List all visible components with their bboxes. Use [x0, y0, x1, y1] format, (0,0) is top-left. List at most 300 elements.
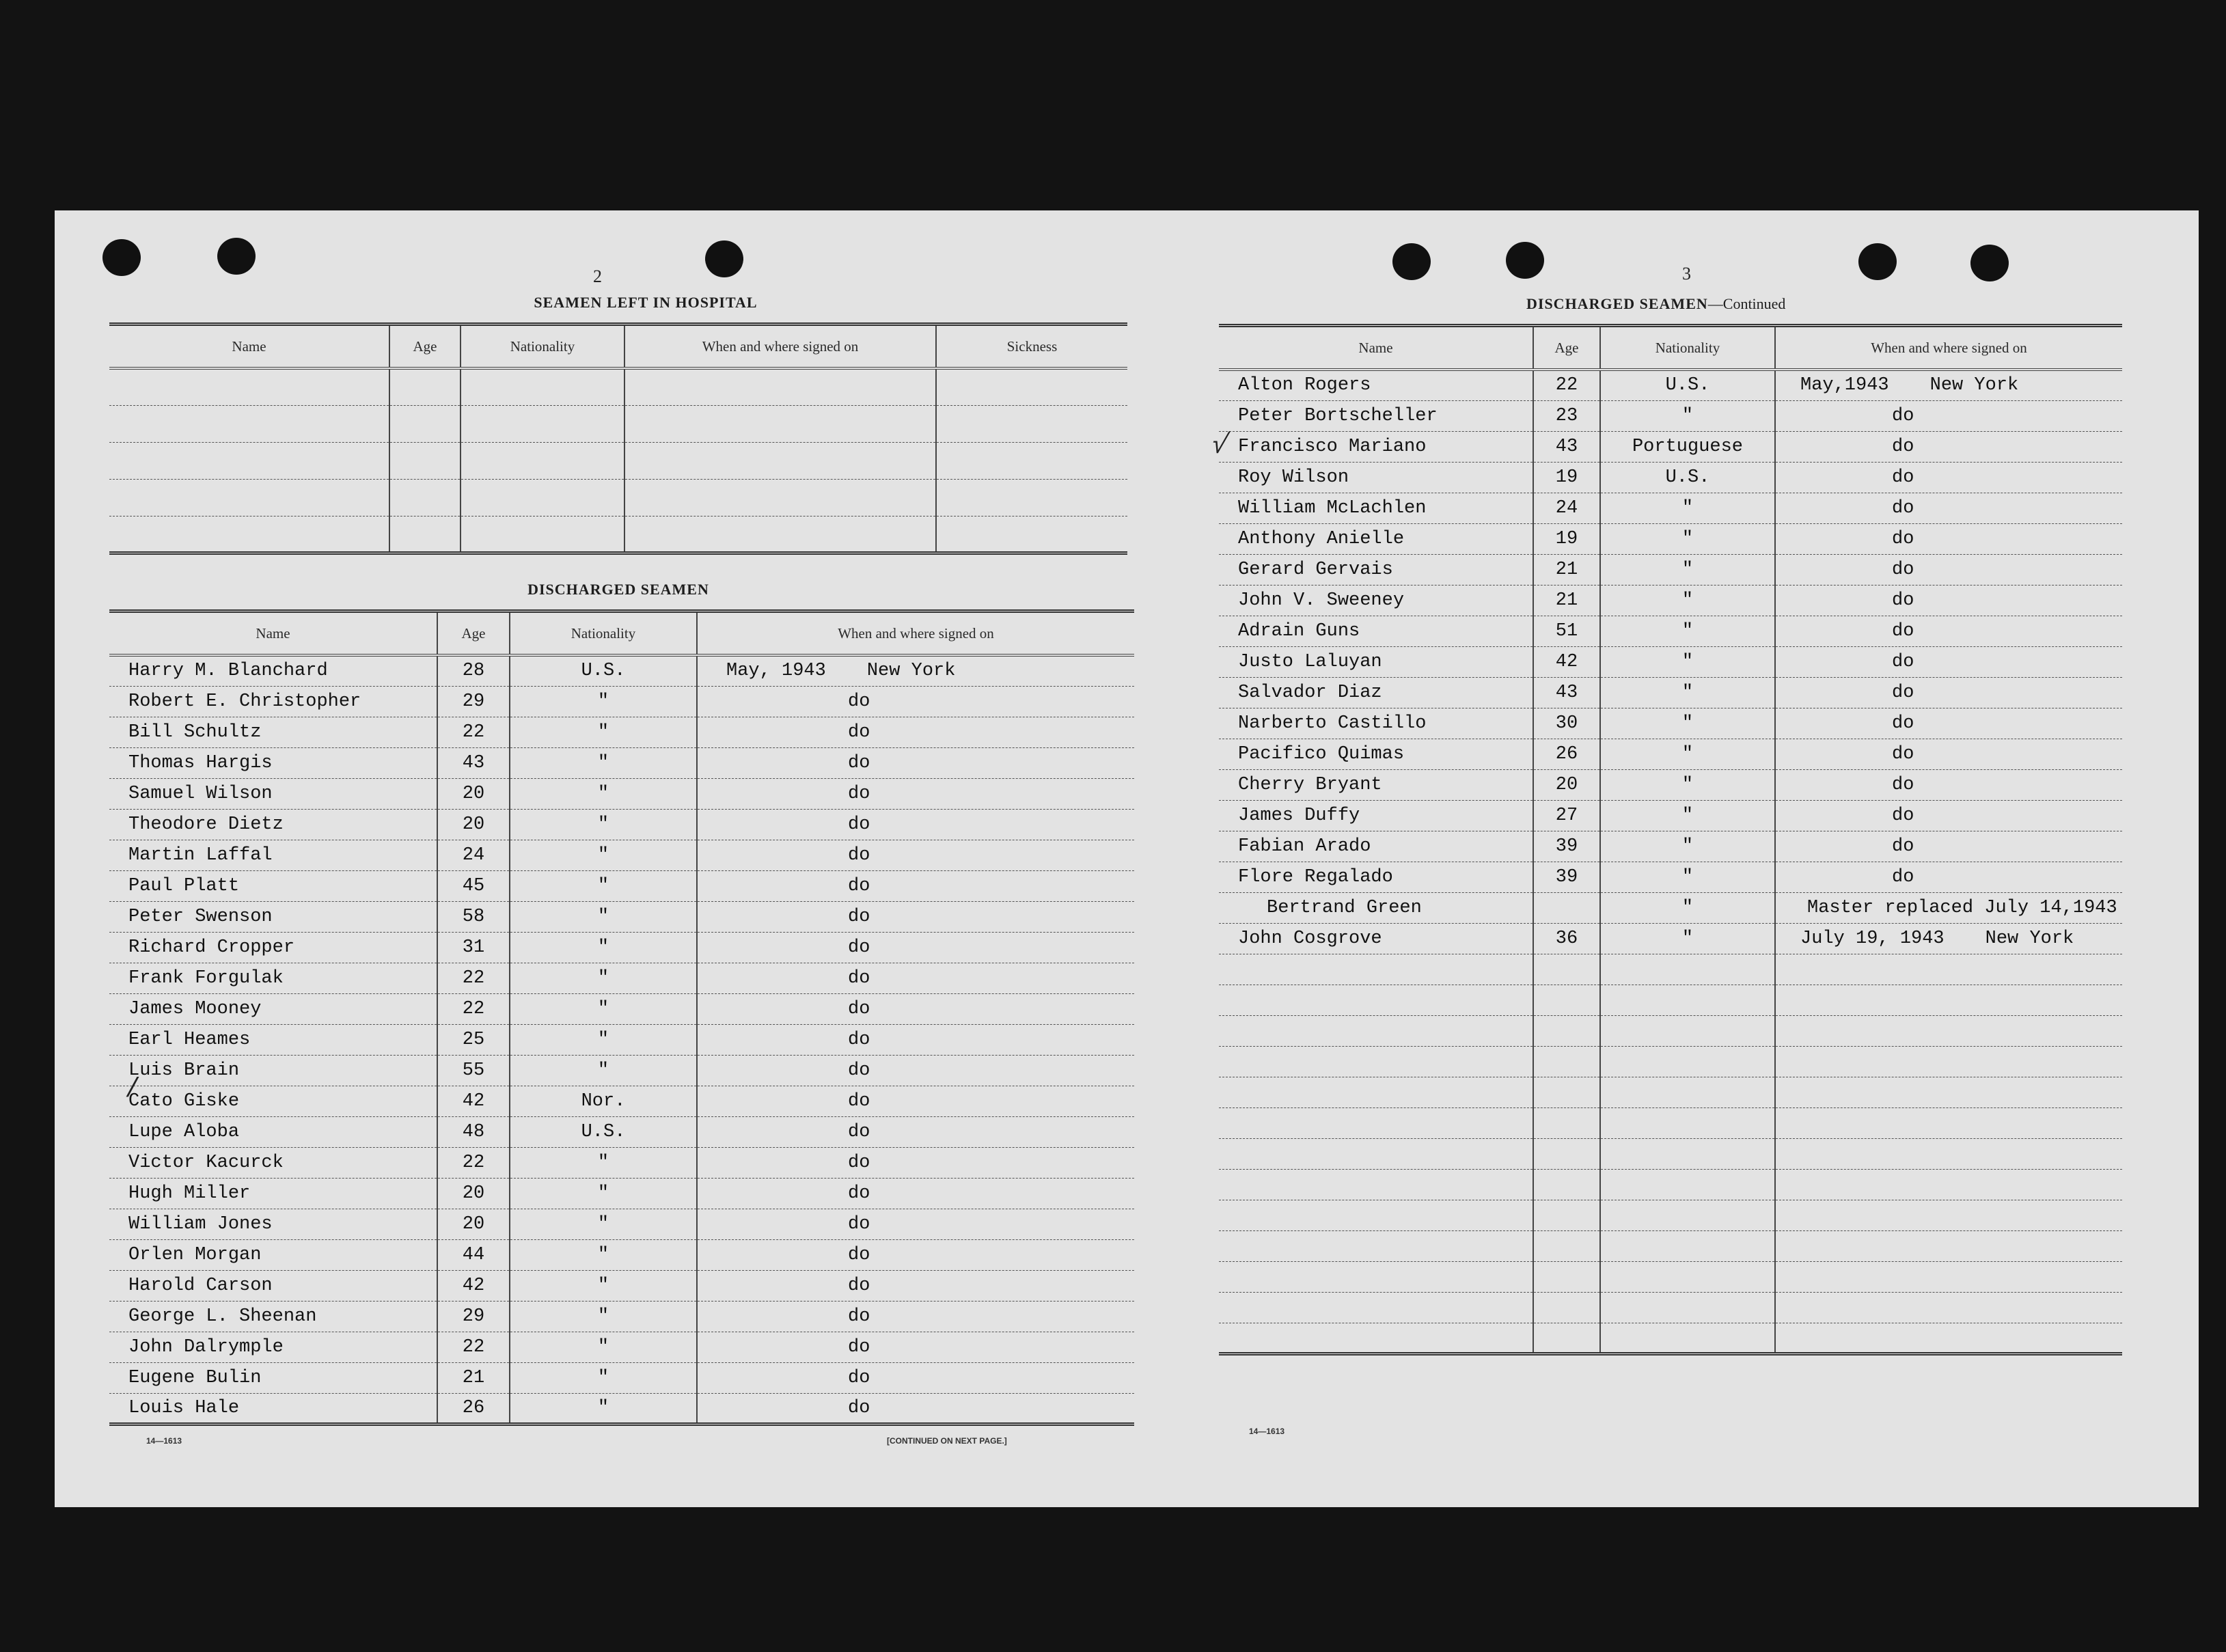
seaman-nationality: " — [1600, 800, 1775, 831]
hospital-table — [109, 322, 1127, 555]
empty-cell — [1600, 1200, 1775, 1230]
column-header-name: Name — [109, 325, 389, 369]
empty-cell — [624, 368, 936, 405]
punch-hole — [1392, 243, 1431, 280]
seaman-age: 23 — [1533, 400, 1600, 431]
seaman-nationality: Portuguese — [1600, 431, 1775, 462]
signed-on-cell — [697, 901, 1134, 932]
seaman-nationality: " — [1600, 523, 1775, 554]
column-header-nationality: Nationality — [461, 325, 624, 369]
seaman-age: 51 — [1533, 616, 1600, 646]
signed-on-cell — [697, 1116, 1134, 1147]
signed-on-date: do — [1892, 774, 1914, 795]
empty-cell — [109, 442, 389, 479]
seaman-age: 55 — [437, 1055, 510, 1086]
seaman-age: 20 — [437, 809, 510, 840]
table-row — [1219, 1261, 2122, 1292]
seaman-nationality: " — [510, 963, 697, 993]
seaman-name: Salvador Diaz — [1219, 677, 1533, 708]
signed-on-cell — [697, 932, 1134, 963]
seaman-nationality: " — [510, 1055, 697, 1086]
table-row — [109, 1393, 1134, 1424]
signed-on-cell — [697, 1301, 1134, 1332]
table-row — [1219, 585, 2122, 616]
table-row — [109, 1362, 1134, 1393]
table-row — [109, 1024, 1134, 1055]
signed-on-cell — [1775, 892, 2122, 923]
seaman-age: 39 — [1533, 831, 1600, 862]
empty-cell — [1775, 1107, 2122, 1138]
signed-on-date: do — [848, 1121, 870, 1142]
empty-cell — [109, 516, 389, 553]
seaman-name: Thomas Hargis — [109, 747, 437, 778]
empty-cell — [936, 368, 1127, 405]
seaman-age: 42 — [1533, 646, 1600, 677]
seaman-age: 43 — [437, 747, 510, 778]
table-row — [109, 809, 1134, 840]
signed-on-date: do — [848, 691, 870, 712]
seaman-age: 42 — [437, 1270, 510, 1301]
punch-hole — [217, 238, 256, 275]
seaman-name: Pacifico Quimas — [1219, 739, 1533, 769]
seaman-name: Frank Forgulak — [109, 963, 437, 993]
table-row — [1219, 1169, 2122, 1200]
signed-on-date: do — [848, 937, 870, 958]
table-row — [1219, 954, 2122, 985]
seaman-name: Richard Cropper — [109, 932, 437, 963]
signed-on-date: do — [1892, 436, 1914, 457]
table-row — [1219, 493, 2122, 523]
seaman-nationality: " — [510, 1239, 697, 1270]
seaman-name: Flore Regalado — [1219, 862, 1533, 892]
empty-cell — [1600, 1015, 1775, 1046]
seaman-name: Samuel Wilson — [109, 778, 437, 809]
empty-cell — [1533, 1077, 1600, 1107]
empty-cell — [1533, 985, 1600, 1015]
seaman-name: Cato Giske — [109, 1086, 437, 1116]
empty-cell — [461, 405, 624, 442]
signed-on-cell — [697, 1024, 1134, 1055]
seaman-name: Theodore Dietz — [109, 809, 437, 840]
seaman-nationality: " — [510, 778, 697, 809]
seaman-name: Gerard Gervais — [1219, 554, 1533, 585]
seaman-age: 22 — [437, 1332, 510, 1362]
seaman-name: Peter Bortscheller — [1219, 400, 1533, 431]
signed-on-date: May,1943 — [1800, 375, 1889, 396]
empty-cell — [1219, 1292, 1533, 1323]
column-header-name: Name — [1219, 326, 1533, 370]
signed-on-cell — [1775, 431, 2122, 462]
seaman-nationality: " — [510, 901, 697, 932]
empty-cell — [1600, 1169, 1775, 1200]
table-row — [109, 1239, 1134, 1270]
seaman-nationality: " — [1600, 493, 1775, 523]
table-row — [109, 368, 1127, 405]
seaman-nationality: " — [510, 1362, 697, 1393]
seaman-name: John V. Sweeney — [1219, 585, 1533, 616]
column-header-when-where: When and where signed on — [1775, 326, 2122, 370]
seaman-age: 26 — [437, 1393, 510, 1424]
seaman-name: Bill Schultz — [109, 717, 437, 747]
table-row — [1219, 1077, 2122, 1107]
table-row — [109, 479, 1127, 516]
signed-on-date: do — [848, 1090, 870, 1112]
seaman-age: 43 — [1533, 677, 1600, 708]
seaman-age: 26 — [1533, 739, 1600, 769]
empty-cell — [1775, 985, 2122, 1015]
empty-cell — [1775, 1138, 2122, 1169]
signed-on-date: do — [1892, 497, 1914, 519]
signed-on-cell — [1775, 831, 2122, 862]
seaman-nationality: U.S. — [1600, 370, 1775, 400]
seaman-age: 22 — [1533, 370, 1600, 400]
signed-on-date: do — [848, 1336, 870, 1358]
empty-cell — [1219, 1200, 1533, 1230]
signed-on-cell — [1775, 400, 2122, 431]
table-row — [1219, 370, 2122, 400]
empty-cell — [936, 442, 1127, 479]
signed-on-date: May, 1943 — [726, 661, 826, 682]
table-row — [1219, 677, 2122, 708]
empty-cell — [461, 442, 624, 479]
signed-on-cell — [1775, 800, 2122, 831]
seaman-nationality: " — [510, 932, 697, 963]
seaman-nationality: " — [1600, 739, 1775, 769]
empty-cell — [1219, 985, 1533, 1015]
table-row — [109, 932, 1134, 963]
empty-cell — [461, 368, 624, 405]
signed-on-date: do — [848, 1306, 870, 1327]
seaman-age: 39 — [1533, 862, 1600, 892]
seaman-nationality: " — [510, 1332, 697, 1362]
table-row — [1219, 1138, 2122, 1169]
empty-cell — [1775, 1292, 2122, 1323]
table-row — [1219, 892, 2122, 923]
signed-on-date: do — [1892, 866, 1914, 887]
seaman-nationality: " — [510, 1270, 697, 1301]
seaman-name: Roy Wilson — [1219, 462, 1533, 493]
seaman-name: Bertrand Green — [1219, 892, 1533, 923]
empty-cell — [1600, 1138, 1775, 1169]
signed-on-cell — [1775, 708, 2122, 739]
signed-on-cell — [1775, 554, 2122, 585]
table-row — [1219, 831, 2122, 862]
seaman-age: 20 — [1533, 769, 1600, 800]
seaman-nationality: " — [510, 809, 697, 840]
column-header-age: Age — [1533, 326, 1600, 370]
signed-on-cell — [697, 993, 1134, 1024]
seaman-nationality: " — [1600, 769, 1775, 800]
signed-on-cell — [697, 747, 1134, 778]
column-header-name: Name — [109, 611, 437, 656]
seaman-nationality: U.S. — [510, 1116, 697, 1147]
empty-cell — [1775, 1200, 2122, 1230]
empty-cell — [109, 368, 389, 405]
table-row — [1219, 1107, 2122, 1138]
signed-on-cell — [1775, 462, 2122, 493]
table-row — [1219, 769, 2122, 800]
table-row — [1219, 862, 2122, 892]
seaman-age: 21 — [437, 1362, 510, 1393]
seaman-nationality: " — [1600, 923, 1775, 954]
seaman-nationality: " — [510, 993, 697, 1024]
signed-on-cell — [1775, 493, 2122, 523]
table-row — [109, 1116, 1134, 1147]
seaman-nationality: " — [510, 747, 697, 778]
signed-on-cell — [1775, 370, 2122, 400]
empty-cell — [936, 405, 1127, 442]
table-row — [109, 870, 1134, 901]
seaman-age: 25 — [437, 1024, 510, 1055]
signed-on-cell — [697, 963, 1134, 993]
punch-hole — [102, 239, 141, 276]
table-row — [109, 901, 1134, 932]
seaman-nationality: " — [510, 1178, 697, 1209]
column-header-age: Age — [389, 325, 461, 369]
column-header-nationality: Nationality — [1600, 326, 1775, 370]
signed-on-date: do — [1892, 405, 1914, 426]
empty-cell — [624, 479, 936, 516]
signed-on-cell — [697, 1086, 1134, 1116]
seaman-name: Robert E. Christopher — [109, 686, 437, 717]
signed-on-date: do — [848, 1275, 870, 1296]
column-header-when-where: When and where signed on — [624, 325, 936, 369]
signed-on-date: do — [1892, 682, 1914, 703]
empty-cell — [1533, 1200, 1600, 1230]
form-number-left: 14—1613 — [146, 1436, 182, 1446]
hospital-section-title: SEAMEN LEFT IN HOSPITAL — [534, 294, 758, 311]
check-mark: √ — [1208, 429, 1231, 459]
page-number-right: 3 — [1682, 264, 1691, 284]
punch-hole — [1858, 243, 1897, 280]
empty-cell — [1600, 1261, 1775, 1292]
table-row — [1219, 462, 2122, 493]
empty-cell — [1533, 1138, 1600, 1169]
signed-on-date: Master replaced July 14,1943 — [1807, 897, 2117, 918]
seaman-nationality: " — [510, 840, 697, 870]
table-row — [1219, 1015, 2122, 1046]
table-row — [109, 1178, 1134, 1209]
signed-on-date: do — [848, 1183, 870, 1204]
empty-cell — [389, 479, 461, 516]
signed-on-place: New York — [1985, 928, 2074, 949]
empty-cell — [1219, 1230, 1533, 1261]
continued-section-title — [1216, 295, 2226, 313]
seaman-name: Anthony Anielle — [1219, 523, 1533, 554]
seaman-age: 36 — [1533, 923, 1600, 954]
table-row — [109, 1147, 1134, 1178]
seaman-age: 19 — [1533, 523, 1600, 554]
seaman-age — [1533, 892, 1600, 923]
seaman-age: 29 — [437, 686, 510, 717]
signed-on-cell — [1775, 769, 2122, 800]
seaman-nationality: " — [510, 1024, 697, 1055]
column-header-nationality: Nationality — [510, 611, 697, 656]
seaman-age: 22 — [437, 717, 510, 747]
empty-cell — [109, 405, 389, 442]
signed-on-date: do — [848, 998, 870, 1019]
seaman-nationality: U.S. — [510, 655, 697, 686]
empty-cell — [1533, 1261, 1600, 1292]
table-row — [109, 1086, 1134, 1116]
seaman-age: 42 — [437, 1086, 510, 1116]
signed-on-date: do — [848, 721, 870, 743]
table-row — [1219, 1200, 2122, 1230]
seaman-name: James Mooney — [109, 993, 437, 1024]
empty-cell — [624, 442, 936, 479]
seaman-age: 44 — [437, 1239, 510, 1270]
table-row — [109, 778, 1134, 809]
empty-cell — [1219, 954, 1533, 985]
signed-on-place: New York — [866, 661, 956, 682]
table-row — [109, 405, 1127, 442]
seaman-nationality: " — [1600, 862, 1775, 892]
seaman-age: 24 — [437, 840, 510, 870]
empty-cell — [1533, 1292, 1600, 1323]
signed-on-date: do — [1892, 713, 1914, 734]
signed-on-date: do — [1892, 620, 1914, 642]
table-row — [1219, 1230, 2122, 1261]
seaman-name: Harry M. Blanchard — [109, 655, 437, 686]
empty-cell — [1775, 954, 2122, 985]
seaman-age: 20 — [437, 778, 510, 809]
empty-cell — [1775, 1230, 2122, 1261]
empty-cell — [1533, 1015, 1600, 1046]
signed-on-cell — [697, 1147, 1134, 1178]
signed-on-date: do — [848, 1152, 870, 1173]
seaman-nationality: " — [510, 1393, 697, 1424]
signed-on-date: do — [1892, 559, 1914, 580]
table-row — [109, 963, 1134, 993]
signed-on-date: do — [848, 967, 870, 989]
seaman-age: 48 — [437, 1116, 510, 1147]
empty-cell — [1775, 1323, 2122, 1353]
signed-on-date: July 19, 1943 — [1800, 928, 1945, 949]
seaman-age: 29 — [437, 1301, 510, 1332]
table-row — [1219, 554, 2122, 585]
continued-title-text: DISCHARGED SEAMEN — [1526, 295, 1708, 312]
seaman-nationality: " — [1600, 616, 1775, 646]
table-row — [1219, 923, 2122, 954]
empty-cell — [1533, 1230, 1600, 1261]
empty-cell — [1600, 985, 1775, 1015]
signed-on-date: do — [1892, 743, 1914, 765]
table-row — [1219, 739, 2122, 769]
signed-on-cell — [697, 778, 1134, 809]
punch-hole — [1970, 245, 2009, 281]
table-row — [1219, 646, 2122, 677]
empty-cell — [624, 405, 936, 442]
seaman-nationality: U.S. — [1600, 462, 1775, 493]
empty-cell — [936, 479, 1127, 516]
table-row — [109, 840, 1134, 870]
discharged-seamen-table — [109, 609, 1134, 1426]
seaman-name: Peter Swenson — [109, 901, 437, 932]
seaman-age: 19 — [1533, 462, 1600, 493]
signed-on-date: do — [848, 752, 870, 773]
seaman-name: Hugh Miller — [109, 1178, 437, 1209]
signed-on-date: do — [848, 1397, 870, 1418]
document-sheet — [55, 210, 2199, 1507]
seaman-name: William Jones — [109, 1209, 437, 1239]
seaman-nationality: " — [510, 1147, 697, 1178]
signed-on-cell — [1775, 523, 2122, 554]
signed-on-date: do — [848, 844, 870, 866]
seaman-nationality: Nor. — [510, 1086, 697, 1116]
table-row — [109, 1209, 1134, 1239]
table-row — [109, 655, 1134, 686]
seaman-name: John Cosgrove — [1219, 923, 1533, 954]
table-row — [109, 1270, 1134, 1301]
table-row — [109, 442, 1127, 479]
seaman-nationality: " — [1600, 646, 1775, 677]
seaman-name: James Duffy — [1219, 800, 1533, 831]
empty-cell — [1600, 1107, 1775, 1138]
empty-cell — [1775, 1015, 2122, 1046]
empty-cell — [1533, 954, 1600, 985]
signed-on-cell — [697, 1393, 1134, 1424]
signed-on-date: do — [848, 814, 870, 835]
empty-cell — [1600, 954, 1775, 985]
signed-on-date: do — [1892, 590, 1914, 611]
form-number-right: 14—1613 — [1249, 1427, 1285, 1436]
signed-on-cell — [697, 1055, 1134, 1086]
continued-title-suffix: —Continued — [1707, 295, 1786, 312]
signed-on-cell — [1775, 585, 2122, 616]
seaman-name: William McLachlen — [1219, 493, 1533, 523]
seaman-name: Victor Kacurck — [109, 1147, 437, 1178]
signed-on-date: do — [1892, 836, 1914, 857]
empty-cell — [1533, 1107, 1600, 1138]
empty-cell — [461, 516, 624, 553]
seaman-name: Adrain Guns — [1219, 616, 1533, 646]
table-row — [1219, 431, 2122, 462]
seaman-name: Eugene Bulin — [109, 1362, 437, 1393]
table-row — [109, 1055, 1134, 1086]
empty-cell — [1533, 1323, 1600, 1353]
signed-on-cell — [1775, 616, 2122, 646]
seaman-age: 21 — [1533, 585, 1600, 616]
seaman-age: 31 — [437, 932, 510, 963]
signed-on-cell — [697, 655, 1134, 686]
signed-on-cell — [1775, 923, 2122, 954]
empty-cell — [624, 516, 936, 553]
seaman-name: Narberto Castillo — [1219, 708, 1533, 739]
empty-cell — [1775, 1169, 2122, 1200]
empty-cell — [461, 479, 624, 516]
table-row — [109, 717, 1134, 747]
seaman-nationality: " — [1600, 892, 1775, 923]
seaman-nationality: " — [1600, 708, 1775, 739]
seaman-nationality: " — [1600, 585, 1775, 616]
signed-on-cell — [697, 840, 1134, 870]
signed-on-date: do — [848, 906, 870, 927]
signed-on-cell — [697, 1270, 1134, 1301]
seaman-age: 30 — [1533, 708, 1600, 739]
empty-cell — [1775, 1046, 2122, 1077]
empty-cell — [389, 368, 461, 405]
empty-cell — [1219, 1323, 1533, 1353]
signed-on-date: do — [848, 1060, 870, 1081]
empty-cell — [389, 405, 461, 442]
empty-cell — [1533, 1169, 1600, 1200]
signed-on-cell — [697, 717, 1134, 747]
seaman-nationality: " — [510, 686, 697, 717]
seaman-name: John Dalrymple — [109, 1332, 437, 1362]
seaman-nationality: " — [1600, 677, 1775, 708]
signed-on-cell — [1775, 739, 2122, 769]
seaman-name: Lupe Aloba — [109, 1116, 437, 1147]
